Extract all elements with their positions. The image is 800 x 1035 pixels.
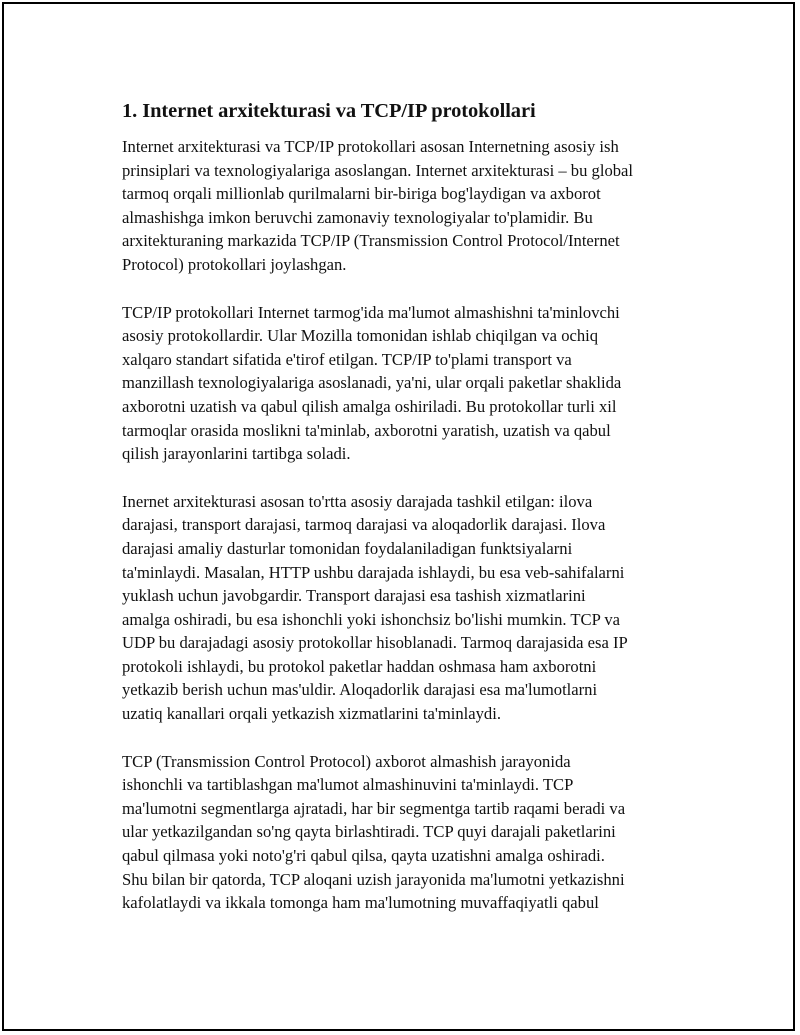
document-body	[122, 98, 697, 939]
paragraph-tcpip-protocols: TCP/IP protokollari Internet tarmog'ida ma'lumot almashishni ta'minlovchi asosiy protokollardir. Ular Mozilla tomonidan ishlab chiqilgan va ochiq xalqaro standart sifatida e'tirof etilgan. TCP/IP to'plami transport va manzillash texnologiyalariga asoslanadi, ya'ni, ular orqali paketlar shaklida axborotni uzatish va qabul qilish amalga oshiriladi. Bu protokollar turli xil tarmoqlar orasida moslikni ta'minlab, axborotni yaratish, uzatish va qabul qilish jarayonlarini tartibga soladi.	[122, 302, 622, 464]
paragraph-tcp: TCP (Transmission Control Protocol) axborot almashish jarayonida ishonchli va tartiblashgan ma'lumot almashinuvini ta'minlaydi. TCP ma'lumotni segmentlarga ajratadi, har bir segmentga tartib raqami beradi va ular yetkazilgandan so'ng qayta birlashtiradi. TCP quyi darajali paketlarini qabul qilmasa yoki noto'g'ri qabul qilsa, qayta uzatishni amalga oshiradi. Shu bilan bir qatorda, TCP aloqani uzish jarayonida ma'lumotni yetkazishni kafolatlaydi va ikkala tomonga ham ma'lumotning muvaffaqiyatli qabul	[122, 751, 626, 913]
paragraph-intro: Internet arxitekturasi va TCP/IP protokollari asosan Internetning asosiy ish prinsiplari va texnologiyalariga asoslangan. Internet arxitekturasi – bu global tarmoq orqali millionlab qurilmalarni bir-biriga bog'laydigan va axborot almashishga imkon beruvchi zamonaviy texnologiyalar to'plamidir. Bu arxitekturaning markazida TCP/IP (Transmission Control Protocol/Internet Protocol) protokollari joylashgan.	[122, 137, 634, 274]
paragraph-architecture-layers: Inernet arxitekturasi asosan to'rtta asosiy darajada tashkil etilgan: ilova darajasi, transport darajasi, tarmoq darajasi va aloqadorlik darajasi. Ilova darajasi amaliy dasturlar tomonidan foydalaniladigan funktsiyalarni ta'minlaydi. Masalan, HTTP ushbu darajada ishlaydi, bu esa veb-sahifalarni yuklash uchun javobgardir. Transport darajasi esa tashish xizmatlarini amalga oshiradi, bu esa ishonchli yoki ishonchsiz bo'lishi mumkin. TCP va UDP bu darajadagi asosiy protokollar hisoblanadi. Tarmoq darajasida esa IP protokoli ishlaydi, bu protokol paketlar haddan oshmasa ham axborotni yetkazib berish uchun mas'uldir. Aloqadorlik darajasi esa ma'lumotlarni uzatiq kanallari orqali yetkazish xizmatlarini ta'minlaydi.	[122, 491, 628, 724]
section-title: 1. Internet arxitekturasi va TCP/IP protokollari	[122, 100, 536, 122]
document-page	[2, 2, 795, 1031]
